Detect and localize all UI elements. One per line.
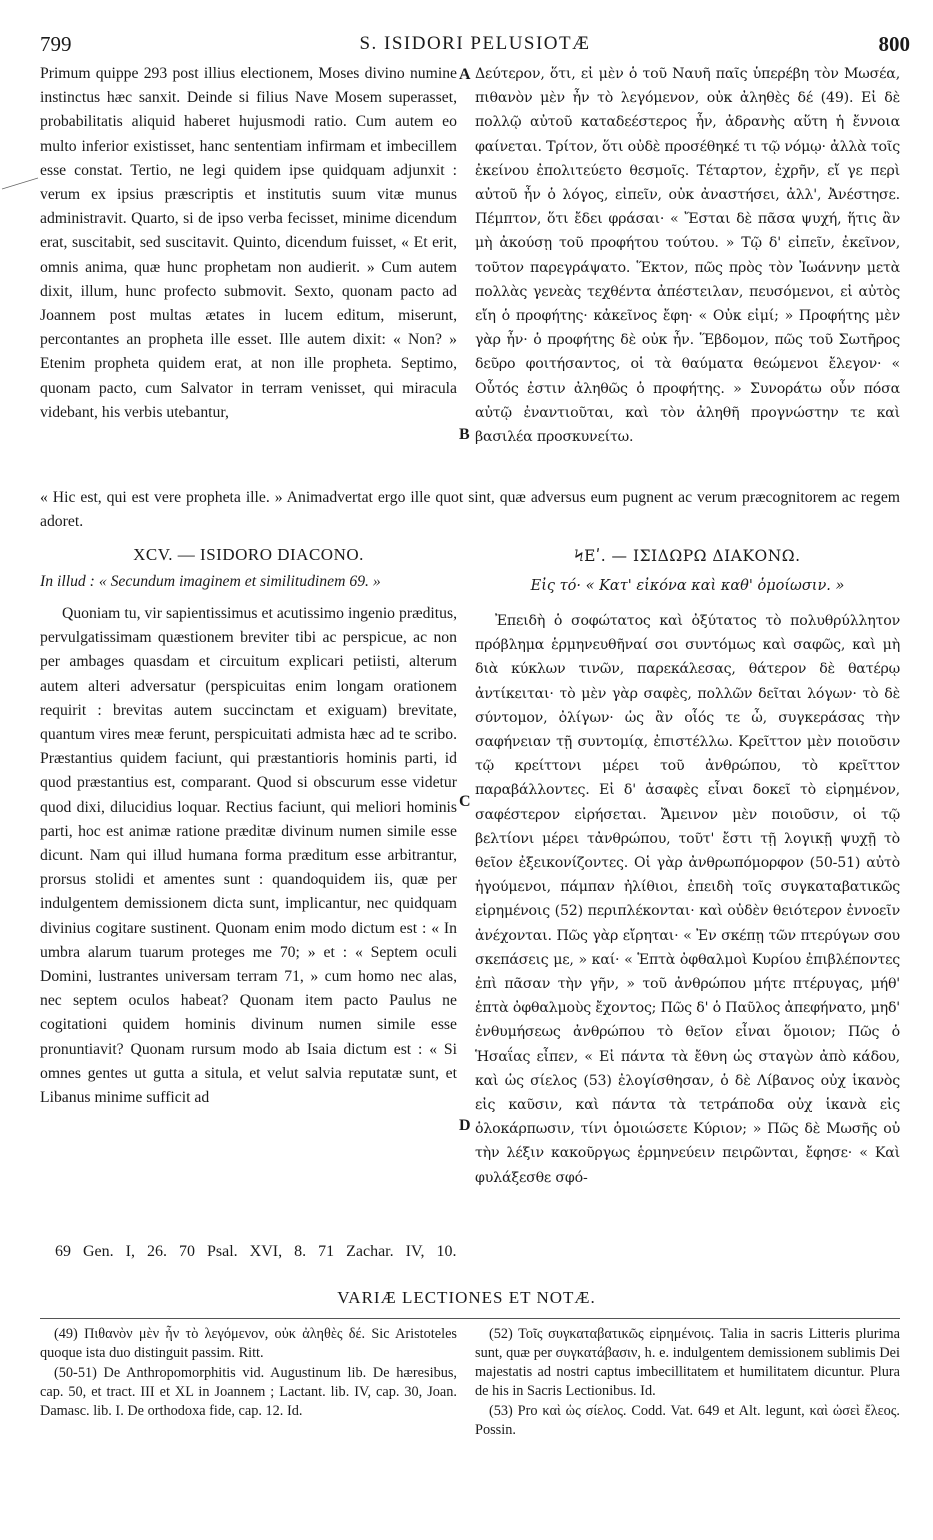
scripture-footnotes: 69 Gen. I, 26. 70 Psal. XVI, 8. 71 Zachar. IV, 10. xyxy=(55,1243,457,1260)
note-50-51: (50-51) De Anthropomorphitis vid. Augustinum lib. De hæresibus, cap. 50, et tract. III et XL in Joannem ; Lactant. lib. IV, cap. 30, Joan. Damasc. lib. I. De orthodoxa fide, cap. 12. Id. xyxy=(40,1365,457,1419)
note-52: (52) Τοῖς συγκαταβατικῶς εἰρημένοις. Talia in sacris Litteris plurima sunt, quæ per συγκατάβασιν, h. e. indulgentem demissionem sublimis Dei majestatis ad nostri captus imbecillitatem et humilitatem dicuntur. Plura de his in Sacris Lectionibus. Id. xyxy=(475,1326,900,1399)
margin-marker-c: C xyxy=(459,793,471,810)
greek-letter-subtitle: Εἰς τό· « Κατ' εἰκόνα καὶ καθ' ὁμοίωσιν. » xyxy=(530,578,845,594)
margin-marker-a: A xyxy=(459,66,471,83)
notes-left-column xyxy=(40,1325,457,1422)
notes-right-column xyxy=(475,1325,900,1441)
greek-letter-body: Ἐπειδὴ ὁ σοφώτατος καὶ ὀξύτατος τὸ πολυθρύλλητον πρόβλημα ἑρμηνευθῆναί σοι συντόμως καὶ σαφῶς, καὶ μὴ διὰ κύκλων τινῶν, παρεκάλεσας, θάτερον δὲ θατέρῳ ἀντίκειται· τὸ μὲν γὰρ σαφὲς, πολλῶν δεῖται λόγων· τὸ δὲ σύντομον, ὀλίγων· ὡς ἂν οἷός τε ὦ, συγκεράσας τὴν σαφήνειαν τῇ συντομίᾳ, ἐπιστέλλω. Κρεῖττον μὲν ποιοῦσιν τῷ κρείττονι μέρει τοῦ ἀνθρώπου, τὸ κρεῖττον παραβάλλοντες. Εἰ δ' ἀσαφὲς εἶναι δοκεῖ τὸ εἰρημένον, σαφέστερον εἰρήσεται. Ἄμεινον μὲν ποιοῦσιν, οἱ τῷ βελτίονι μέρει τἀνθρώπου, τοῦτ' ἔστι τῇ λογικῇ ψυχῇ τὸ θεῖον ἐξεικονίζοντες. Οἱ γὰρ ἀνθρωπόμορφον (50-51) αὐτὸ ἡγούμενοι, πάμπαν ἠλίθιοι, ἐπειδὴ τοῖς συγκαταβατικῶς εἰρημένοις (52) περιπλέκονται· καὶ οὐδὲν θειότερον ἐννοεῖν ἀνέχονται. Πῶς γὰρ εἴρηται· « Ἐν σκέπῃ τῶν πτερύγων σου σκεπάσεις με, » καί· « Ἑπτὰ ὀφθαλμοὶ Κυρίου ἐπιβλέποντες ἐπὶ πᾶσαν τὴν γῆν, » τοῦ ἀνθρώπου μήτε πτέρυγας, μήθ' ἑπτὰ ὀφθαλμοὺς ἔχοντος; Πῶς δ' ὁ Παῦλος ἀπεφήνατο, μηδ' ἐνθυμήσεως ἀνθρώπου τὸ θεῖον εἶναι ὅμοιον; Πῶς ὁ Ἡσαΐας εἶπεν, « Εἰ πάντα τὰ ἔθνη ὡς σταγὼν ἀπὸ κάδου, καὶ ὡς σίελος (53) ἐλογίσθησαν, ὁ δὲ Λίβανος οὐχ ἱκανὸς εἰς καῦσιν, καὶ πάντα τὰ τετράποδα οὐχ ἱκανὰ εἰς ὁλοκάρπωσιν, τίνι ὁμοιώσετε Κύριον; » Πῶς δὲ Μωσῆς οὐ τὴν λέξιν κακοῦργως ἑρμηνεύειν πειρῶνται, ἔφησε· « Καὶ φυλάξεσθε σφό- xyxy=(475,613,900,1186)
greek-letter-heading: ϞΕʹ. — ΙΣΙΔΩΡΩ ΔΙΑΚΟΝΩ. xyxy=(574,547,801,565)
spanning-paragraph: « Hic est, qui est vere propheta ille. » Animadvertat ergo ille quot sint, quæ adversus eum pugnent ac verum præcognitorem ac regem adoret. xyxy=(40,489,900,531)
notes-divider xyxy=(40,1318,900,1319)
page-number-left: 799 xyxy=(40,32,72,56)
margin-pen-stroke xyxy=(0,175,40,191)
note-53: (53) Pro καὶ ὡς σίελος. Codd. Vat. 649 et Alt. legunt, καὶ ὡσεὶ ἔλεος. Possin. xyxy=(475,1403,900,1438)
latin-letter-heading: XCV. — ISIDORO DIACONO. xyxy=(133,545,364,564)
margin-marker-d: D xyxy=(459,1117,471,1134)
latin-letter-subtitle: In illud : « Secundum imaginem et similitudinem 69. » xyxy=(40,573,381,590)
note-49: (49) Πιθανὸν μὲν ἦν τὸ λεγόμενον, οὐκ ἀληθὲς δέ. Sic Aristoteles quoque ista duo distinguit passim. Ritt. xyxy=(40,1326,457,1361)
running-head xyxy=(40,32,910,58)
variae-lectiones-heading: VARIÆ LECTIONES ET NOTÆ. xyxy=(337,1288,596,1307)
running-title: S. ISIDORI PELUSIOTÆ xyxy=(359,33,591,54)
latin-column-top: Primum quippe 293 post illius electionem, Moses divino numine instinctus hæc sanxit. Deinde si filius Nave Mosem superasset, probabilitatis aliquid haberet hujusmodi ratio. Cum autem eo multo inferior existisset, hanc sententiam infirmam et imbecillem esse constat. Tertio, ne legi quidem ipse quidquam adjunxit : verum ex ipsius præscriptis et institutis suum vitæ munus administravit. Quarto, si de ipso verba fecisset, minime dicendum erat, suscitabit, sed suscitavit. Quinto, dicendum fuisset, « Et erit, omnis anima, quæ hunc prophetam non audierit. » Cum autem dixit, illum, hunc profecto submovit. Sexto, quonam pacto ad Joannem post multas ætates in lucem editum, miserunt, percontantes an propheta ille esset. Ille autem dixit: « Non? » Etenim propheta quidem erat, at non ille propheta. Septimo, quonam pacto, cum Salvator in terram venisset, qui miracula videbant, his verbis utebantur, xyxy=(40,65,457,421)
margin-marker-b: B xyxy=(459,426,470,443)
greek-column-top: Δεύτερον, ὅτι, εἰ μὲν ὁ τοῦ Ναυῆ παῖς ὑπερέβη τὸν Μωσέα, πιθανὸν μὲν ἦν τὸ λεγόμενον, οὐκ ἀληθὲς δέ (49). Εἰ δὲ πολλῷ αὐτοῦ καταδεέστερος ἦν, ἀδρανὴς αὕτη ἡ ἔννοια φαίνεται. Τρίτον, ὅτι οὐδὲ προσέθηκέ τι τῷ νόμῳ· ἀλλὰ τοῖς ἐκείνου ἐπολιτεύετο θεσμοῖς. Τέταρτον, ἐχρῆν, εἴ γε περὶ αὐτοῦ ἦν ὁ λόγος, εἰπεῖν, οὐκ ἀναστήσει, ἀλλ', Ἀνέστησε. Πέμπτον, ὅτι ἔδει φράσαι· « Ἔσται δὲ πᾶσα ψυχή, ἥτις ἂν μὴ ἀκούσῃ τοῦ προφήτου τούτου. » Τῷ δ' εἰπεῖν, ἐκεῖνον, τοῦτον παρεγράψατο. Ἕκτον, πῶς πρὸς τὸν Ἰωάννην μετὰ πολλὰς γενεὰς τεχθέντα ἀπέστειλαν, πευσόμενοι, εἰ αὐτὸς εἴη ὁ προφήτης· κἀκεῖνος ἔφη· « Οὐκ εἰμί; » Προφήτης μὲν γὰρ ἦν· ὁ προφήτης δὲ οὐκ ἦν. Ἕβδομον, πῶς τοῦ Σωτῆρος δεῦρο φοιτήσαντος, οἱ τὰ θαύματα θεώμενοι ἔλεγον· « Οὗτός ἐστιν ἀληθῶς ὁ προφήτης. » Συνοράτω οὖν πόσα αὐτῷ ἐναντιοῦται, καὶ τὸν ἀληθῆ προγνώστην τε καὶ βασιλέα προσκυνείτω. xyxy=(475,66,900,446)
page-number-right: 800 xyxy=(878,32,910,56)
latin-letter-body: Quoniam tu, vir sapientissimus et acutissimo ingenio præditus, pervulgatissimam quæstionem breviter tibi ac perspicue, ac non per ambages quasdam et circuitum explicari petiisti, alterum autem alteri adversatur (perspicuitas enim longam orationem requirit : brevitas autem succinctam et exiguam) brevitate, quantum vires meæ ferunt, perspicuitati admista hæc ad te scribo. Præstantius quidem faciunt, qui præstantioris hominis parti, id quod præstantius est, comparant. Quod si obscurum esse videtur quod dixi, dilucidius loquar. Rectius faciunt, qui meliori hominis parti, hoc est animæ ratione præditæ divinum numen simile esse dicunt. Nam qui illud humana forma præditum esse arbitrantur, prorsus stolidi et amentes sunt : quandoquidem iis, quæ per indulgentem demissionem dicta sunt, implicantur, nec quidquam divinius cogitare sustinent. Quonam enim modo dictum est : « In umbra alarum tuarum proteges me 70; » et : « Septem oculi Domini, lustrantes universam terram 71, » cum homo nec alas, nec septem oculos habeat? Quonam item pacto Paulus ne cogitationi quidem hominis divinum numen simile esse pronuntiavit? Quonam rursum modo ab Isaia dictum est : « Si omnes gentes ut gutta a situla, et velut salvia reputatæ sunt, et Libanus minime sufficit ad xyxy=(40,605,457,1107)
